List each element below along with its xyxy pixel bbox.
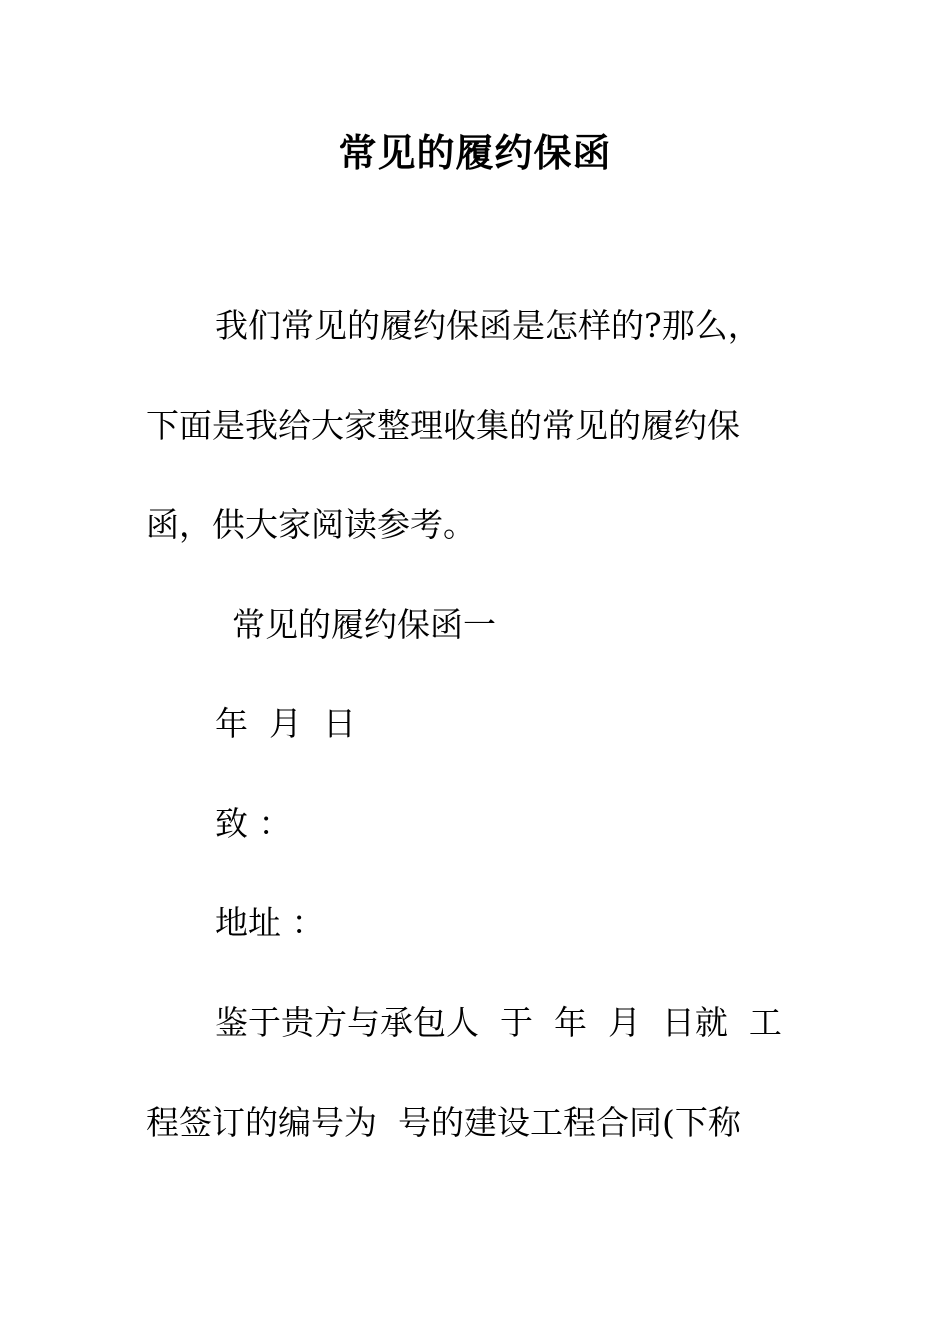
paragraph-line-9: 程签订的编号为 号的建设工程合同(下称 [146,1103,741,1142]
document-title: 常见的履约保函 [338,130,612,175]
date-line: 年 月 日 [215,704,356,743]
paragraph-line-2: 下面是我给大家整理收集的常见的履约保 [146,406,740,445]
paragraph-line-1: 我们常见的履约保函是怎样的?那么， [215,306,761,345]
paragraph-line-8: 鉴于贵方与承包人 于 年 月 日就 工 [215,1003,782,1042]
section-heading: 常见的履约保函一 [232,605,496,644]
recipient-line: 致 ： [215,804,292,843]
address-line: 地址 ： [215,903,325,942]
paragraph-line-3: 函，供大家阅读参考。 [146,505,476,544]
